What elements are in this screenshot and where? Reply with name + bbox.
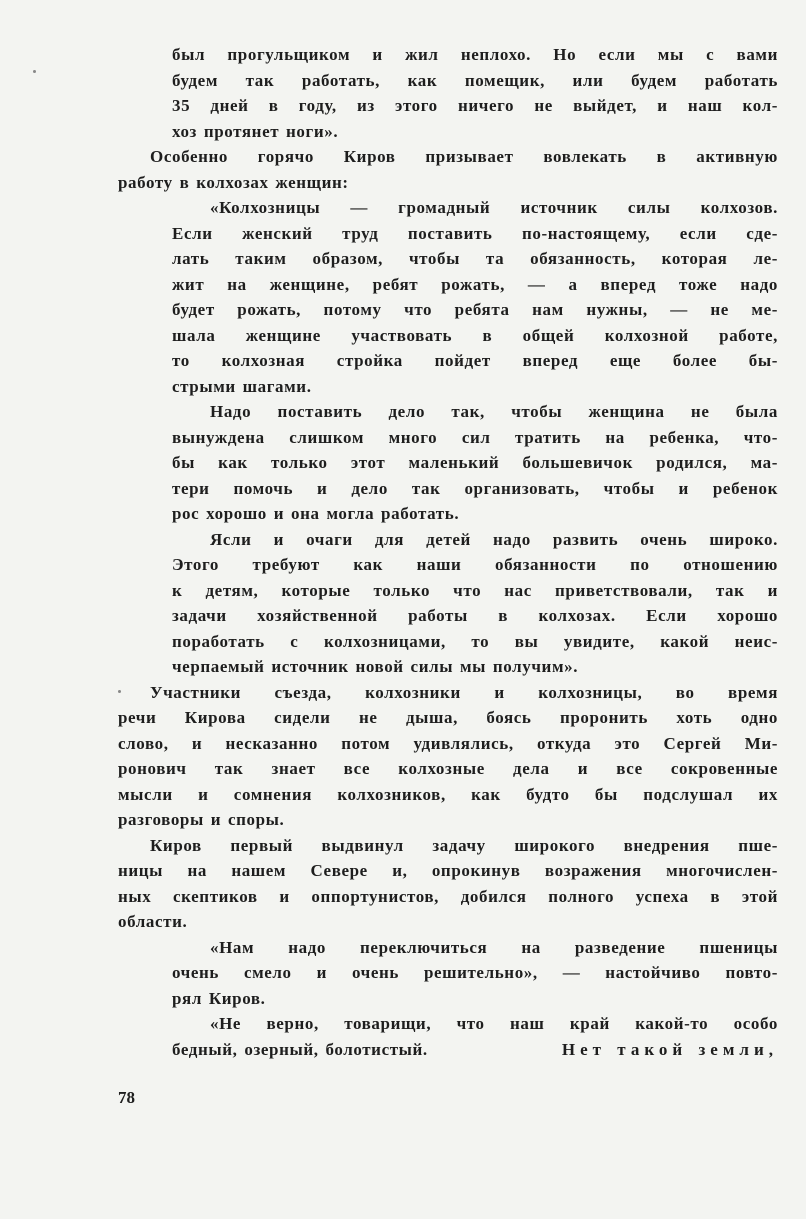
text-line: 35 дней в году, из этого ничего не выйдет, и наш кол-	[172, 96, 778, 115]
text-line: Киров первый выдвинул задачу широкого внедрения пше-	[150, 835, 778, 855]
text-line: стрыми шагами.	[172, 376, 312, 396]
scan-speck	[33, 70, 36, 73]
page-number: 78	[118, 1088, 135, 1107]
text-line: поработать с колхозницами, то вы увидите, какой неис-	[172, 631, 778, 651]
text-line: ронович так знает все колхозные дела и все сокровенные	[118, 759, 778, 778]
text-line: тери помочь и дело так организовать, чтобы и ребенок	[172, 478, 778, 498]
text-line: к детям, которые только что нас приветствовали, так и	[172, 580, 778, 600]
text-line: будем так работать, как помещик, или будем работать	[172, 70, 778, 90]
text-line: слово, и несказанно потом удивлялись, откуда это Сергей Ми-	[118, 733, 778, 753]
text-line-part: бедный, озерный, болотистый.	[172, 1039, 428, 1059]
text-line: «Нам надо переключиться на разведение пшеницы	[210, 937, 778, 957]
text-line: то колхозная стройка пойдет вперед еще более бы-	[172, 351, 778, 370]
text-line: рос хорошо и она могла работать.	[172, 504, 460, 523]
text-line: будет рожать, потому что ребята нам нужны, — не ме-	[172, 300, 778, 319]
text-line: Если женский труд поставить по-настоящему, если сде-	[172, 223, 778, 243]
text-line: лать таким образом, чтобы та обязанность, которая ле-	[172, 249, 778, 268]
text-line: бы как только этот маленький большевичок родился, ма-	[172, 453, 778, 472]
text-line: Надо поставить дело так, чтобы женщина не была	[210, 402, 778, 421]
text-line: задачи хозяйственной работы в колхозах. Если хорошо	[172, 606, 778, 625]
text-line: вынуждена слишком много сил тратить на ребенка, что-	[172, 427, 778, 447]
text-line: рял Киров.	[172, 988, 266, 1008]
text-line: шала женщине участвовать в общей колхозной работе,	[172, 325, 778, 345]
text-line	[172, 1037, 778, 1063]
book-page-text	[118, 42, 778, 1062]
text-line: Этого требуют как наши обязанности по отношению	[172, 555, 778, 574]
text-line: хоз протянет ноги».	[172, 121, 339, 141]
text-line: Ясли и очаги для детей надо развить очень широко.	[210, 529, 778, 549]
text-line: Участники съезда, колхозники и колхозницы, во время	[150, 682, 778, 702]
text-line: был прогульщиком и жил неплохо. Но если мы с вами	[172, 45, 778, 64]
text-line: «Не верно, товарищи, что наш край какой-то особо	[210, 1014, 778, 1033]
text-line: ных скептиков и оппортунистов, добился полного успеха в этой	[118, 886, 778, 906]
text-line: разговоры и споры.	[118, 810, 285, 829]
text-line: ницы на нашем Севере и, опрокинув возражения многочислен-	[118, 861, 778, 880]
text-line: мысли и сомнения колхозников, как будто бы подслушал их	[118, 784, 778, 804]
text-line: речи Кирова сидели не дыша, боясь проронить хоть одно	[118, 708, 778, 727]
text-line: области.	[118, 912, 188, 931]
text-line: Особенно горячо Киров призывает вовлекать в активную	[150, 147, 778, 166]
text-line: очень смело и очень решительно», — настойчиво повто-	[172, 963, 778, 982]
text-line: жит на женщине, ребят рожать, — а вперед тоже надо	[172, 274, 778, 294]
text-line: «Колхозницы — громадный источник силы колхозов.	[210, 198, 778, 217]
spaced-emphasis-text: Нет такой земли,	[561, 1039, 778, 1059]
text-line: черпаемый источник новой силы мы получим».	[172, 657, 579, 676]
scan-speck	[118, 690, 121, 693]
text-line: работу в колхозах женщин:	[118, 172, 349, 192]
